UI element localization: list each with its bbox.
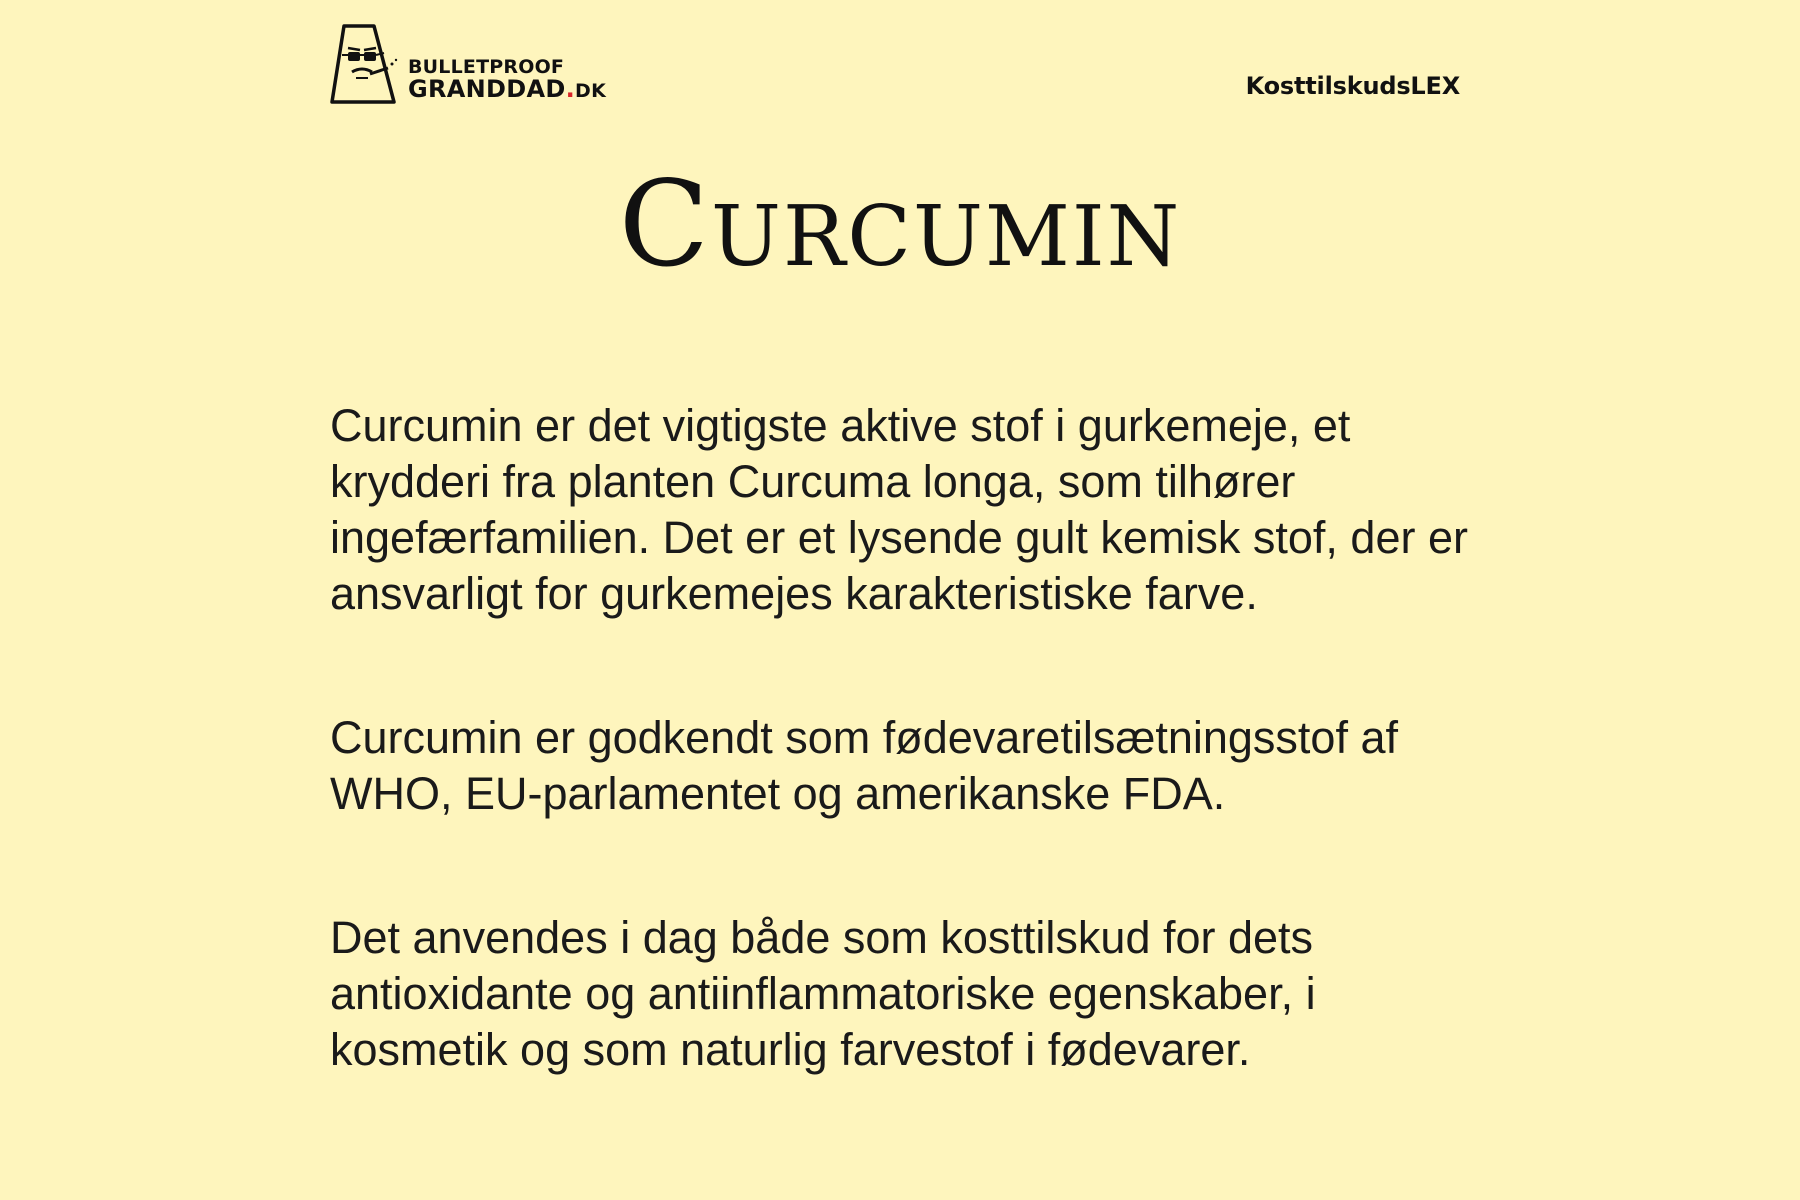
- logo-line-granddad: [408, 77, 606, 101]
- article-paragraph: Curcumin er det vigtigste aktive stof i gurkemeje, et krydderi fra planten Curcuma longa, som tilhører ingefærfamilien. Det er et lysende gult kemisk stof, der er ansvarligt for gurkemejes karakteristiske farve.: [330, 400, 1468, 619]
- kosttilskudslex-link[interactable]: KosttilskudsLEX: [1245, 72, 1460, 100]
- article-paragraph: Curcumin er godkendt som fødevaretilsætningsstof af WHO, EU-parlamentet og amerikanske FDA.: [330, 712, 1398, 819]
- logo-wordmark: [408, 58, 606, 101]
- logo-dk-text: DK: [575, 80, 607, 102]
- page-header: [330, 22, 1460, 106]
- article-paragraph: Det anvendes i dag både som kosttilskud for dets antioxidante og antiinflammatoriske egenskaber, i kosmetik og som naturlig farvestof i fødevarer.: [330, 912, 1316, 1075]
- granddad-mascot-icon: [330, 22, 406, 106]
- page-title: Curcumin: [618, 155, 1182, 293]
- site-logo[interactable]: [330, 22, 630, 106]
- logo-line-bulletproof: BULLETPROOF: [408, 56, 565, 78]
- article-body: [330, 398, 1480, 1078]
- logo-granddad-text: GRANDDAD: [408, 75, 566, 103]
- logo-dot: .: [565, 75, 576, 103]
